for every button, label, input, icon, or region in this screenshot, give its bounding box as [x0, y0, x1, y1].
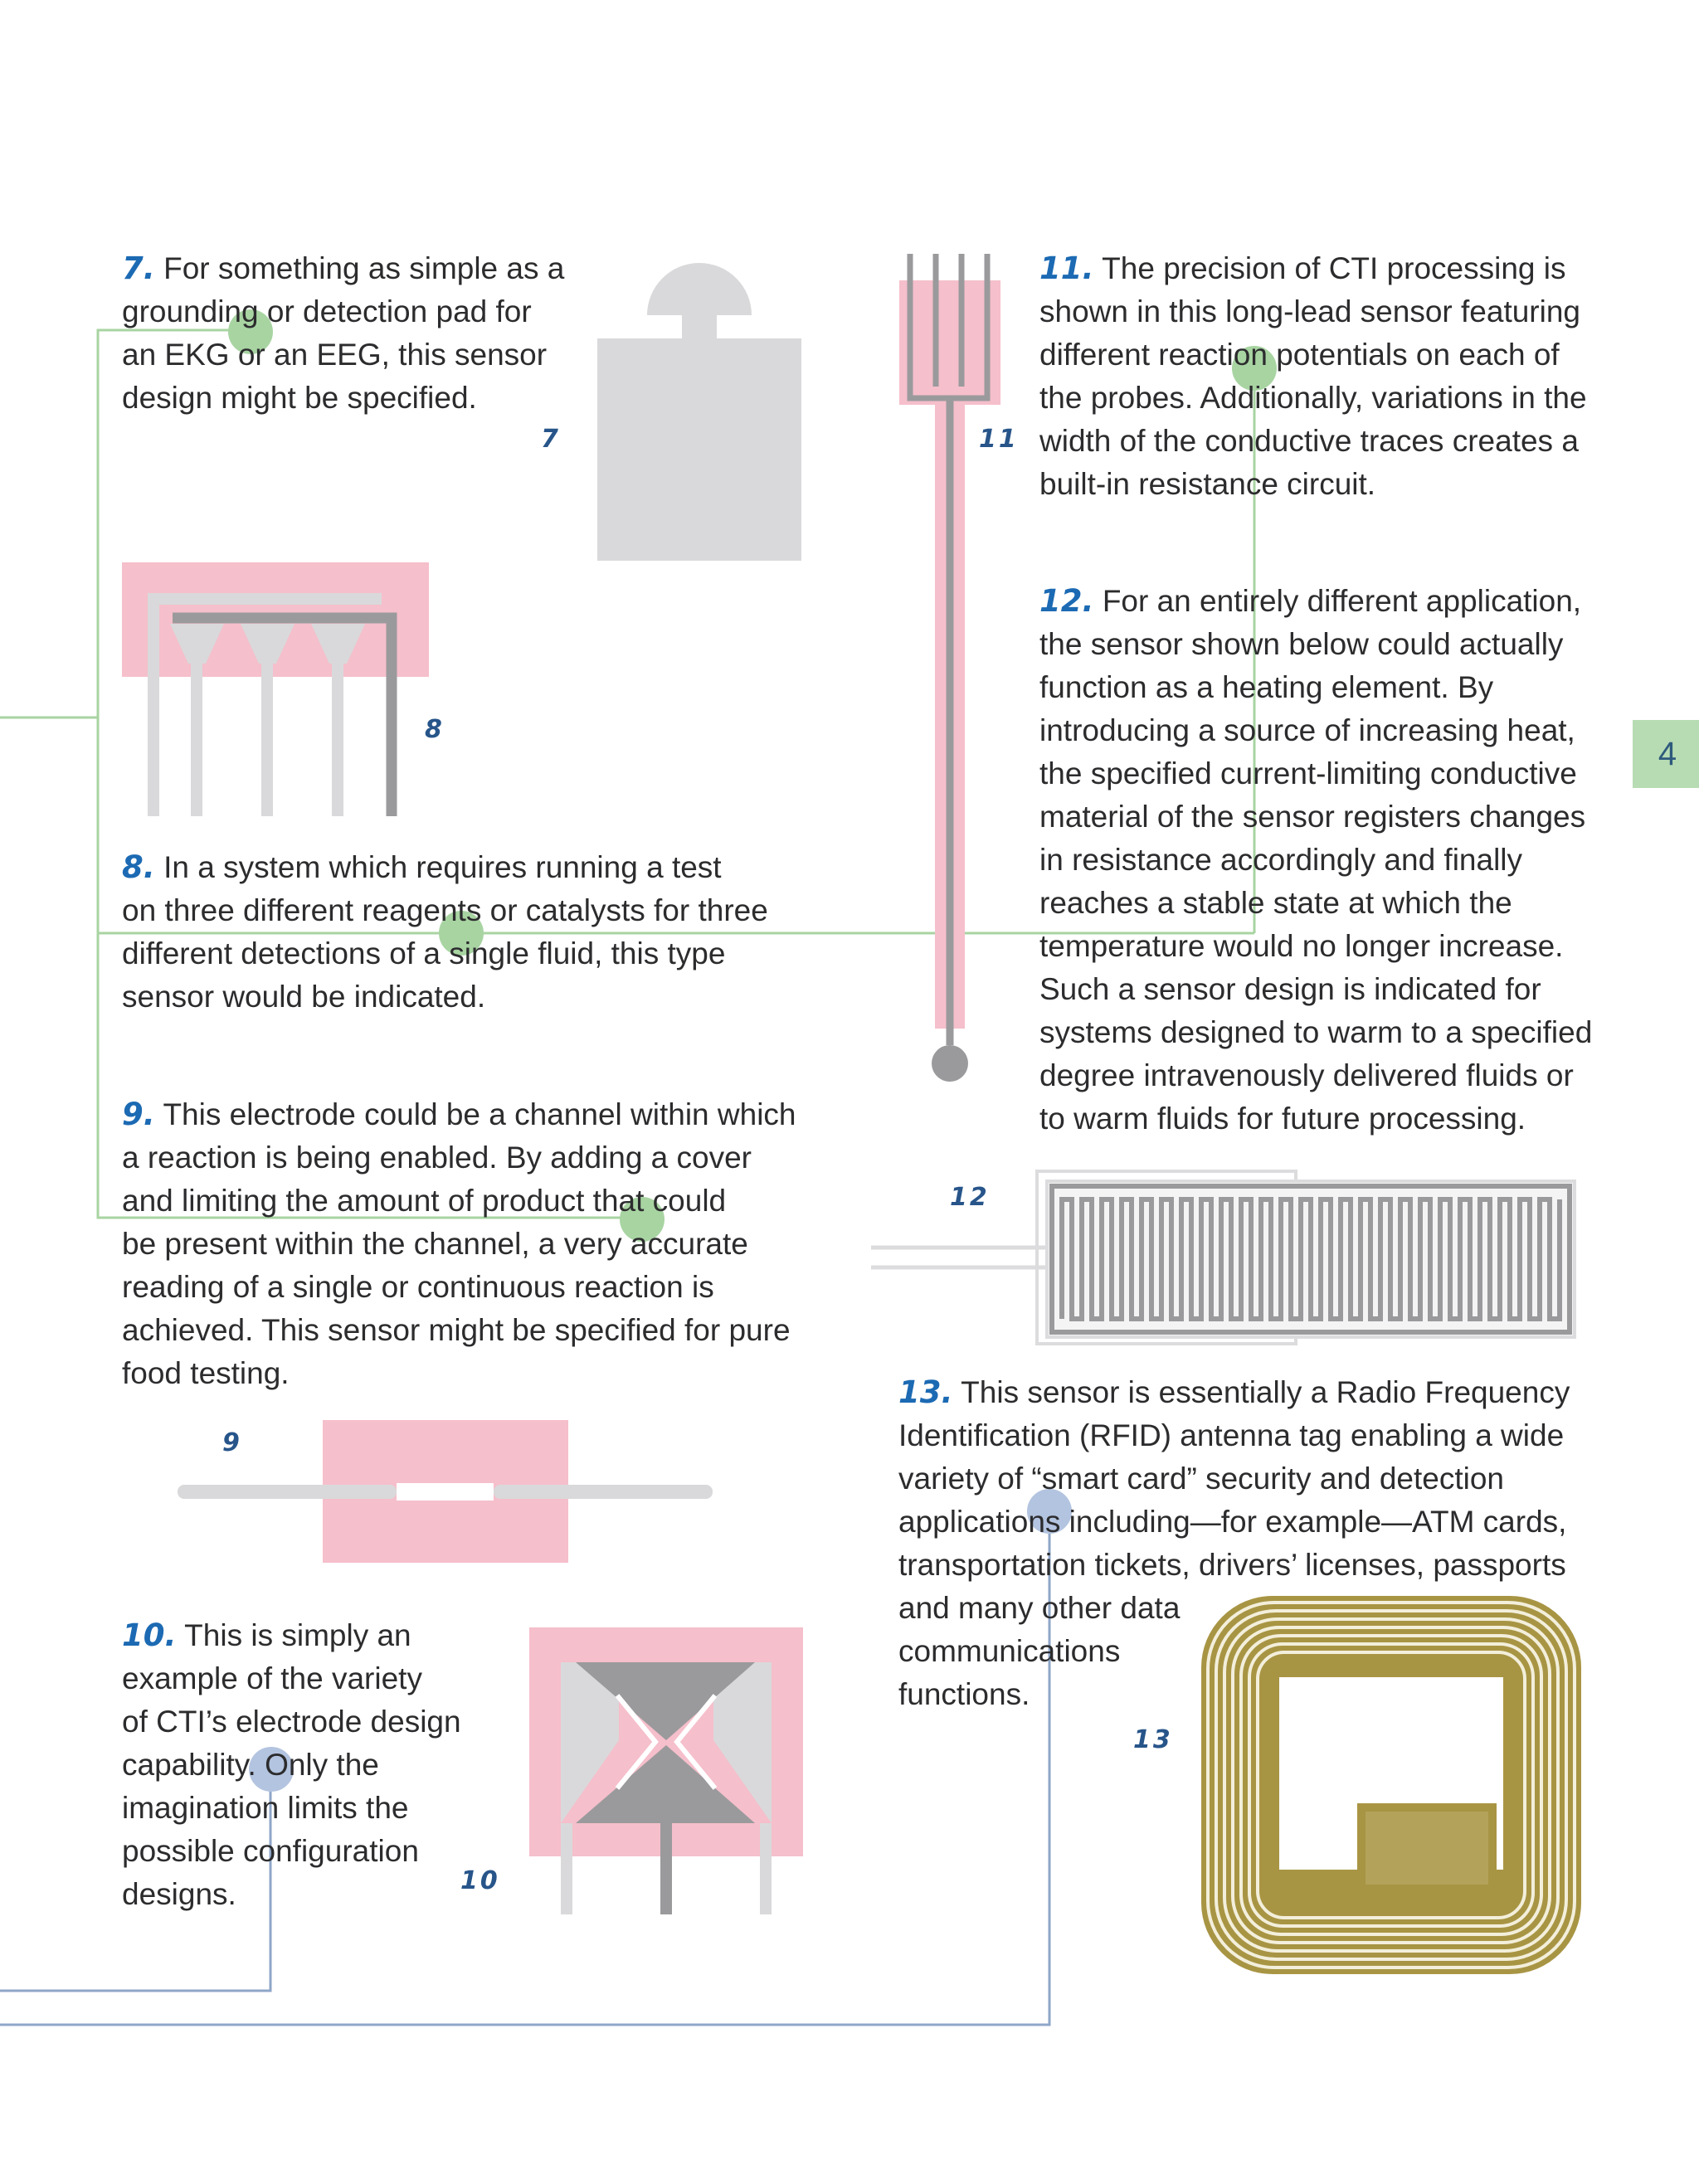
paragraph-line: and many other data	[898, 1591, 1181, 1625]
paragraph-number: 9.	[122, 1097, 155, 1132]
paragraph-line: on three different reagents or catalysts for three	[122, 893, 768, 927]
paragraph-line: shown in this long-lead sensor featuring	[1039, 294, 1580, 328]
paragraph-line: applications including—for example—ATM cards,	[898, 1505, 1567, 1539]
paragraph-line: and limiting the amount of product that could	[122, 1184, 727, 1218]
paragraph-number: 7.	[122, 251, 155, 286]
paragraph-10	[122, 1614, 461, 1916]
paragraph-line: reaches a stable state at which the	[1039, 886, 1512, 920]
paragraph-line: function as a heating element. By	[1039, 670, 1494, 704]
paragraph-9	[122, 1093, 796, 1395]
figure-label-12: 12	[950, 1183, 990, 1212]
paragraph-13	[898, 1371, 1570, 1716]
paragraph-line: possible configuration	[122, 1834, 419, 1868]
paragraph-line: temperature would no longer increase.	[1039, 929, 1564, 963]
paragraph-7	[122, 247, 564, 420]
paragraph-line: introducing a source of increasing heat,	[1039, 713, 1575, 747]
paragraph-line: the sensor shown below could actually	[1039, 627, 1564, 661]
paragraph-line: variety of “smart card” security and detection	[898, 1462, 1505, 1496]
paragraph-line: achieved. This sensor might be specified for pure	[122, 1313, 791, 1347]
paragraph-line: For something as simple as a	[163, 251, 565, 285]
paragraph-line: This is simply an	[184, 1618, 411, 1652]
paragraph-line: different reaction potentials on each of	[1039, 338, 1560, 372]
paragraph-line: be present within the channel, a very accurate	[122, 1227, 748, 1261]
paragraph-number: 13.	[898, 1374, 953, 1410]
sensor-10-hourglass	[529, 1627, 803, 1914]
sensor-11-long-lead	[899, 254, 1000, 1082]
paragraph-line: grounding or detection pad for	[122, 294, 532, 328]
paragraph-line: designs.	[122, 1877, 236, 1911]
figure-label-7: 7	[541, 425, 561, 454]
paragraph-number: 12.	[1039, 583, 1094, 619]
sensor-8-three-reagent	[122, 562, 429, 816]
paragraph-line: capability. Only the	[122, 1748, 379, 1782]
paragraph-line: material of the sensor registers changes	[1039, 800, 1586, 834]
paragraph-line: functions.	[898, 1677, 1030, 1711]
paragraph-line: reading of a single or continuous reaction is	[122, 1270, 714, 1304]
paragraph-12	[1039, 580, 1592, 1141]
sensor-7-pad	[597, 263, 801, 561]
sensor-9-channel	[178, 1420, 713, 1563]
paragraph-line: communications	[898, 1634, 1121, 1668]
paragraph-line: This sensor is essentially a Radio Frequency	[961, 1375, 1570, 1409]
paragraph-line: The precision of CTI processing is	[1102, 251, 1566, 285]
paragraph-line: imagination limits the	[122, 1791, 409, 1825]
figure-label-11: 11	[979, 425, 1019, 454]
paragraph-line: degree intravenously delivered fluids or	[1039, 1058, 1574, 1092]
paragraph-number: 8.	[122, 849, 155, 885]
paragraph-8	[122, 846, 768, 1019]
paragraph-line: Identification (RFID) antenna tag enabling a wide	[898, 1418, 1565, 1452]
paragraph-number: 11.	[1039, 251, 1094, 286]
paragraph-line: a reaction is being enabled. By adding a cover	[122, 1141, 752, 1175]
paragraph-line: systems designed to warm to a specified	[1039, 1015, 1593, 1049]
paragraph-line: the probes. Additionally, variations in the	[1039, 381, 1587, 415]
paragraph-line: In a system which requires running a test	[163, 850, 722, 884]
figure-label-10: 10	[460, 1866, 500, 1895]
paragraph-line: sensor would be indicated.	[122, 980, 486, 1014]
paragraph-line: of CTI’s electrode design	[122, 1705, 461, 1739]
paragraph-line: built-in resistance circuit.	[1039, 467, 1376, 501]
page-number: 4	[1658, 735, 1677, 772]
paragraph-line: design might be specified.	[122, 381, 477, 415]
paragraph-line: example of the variety	[122, 1661, 422, 1695]
paragraph-line: For an entirely different application,	[1102, 584, 1582, 618]
paragraph-line: width of the conductive traces creates a	[1039, 424, 1579, 458]
paragraph-line: different detections of a single fluid, this type	[122, 936, 726, 970]
paragraph-line: Such a sensor design is indicated for	[1039, 972, 1541, 1006]
figure-label-8: 8	[425, 715, 445, 744]
figure-label-9: 9	[222, 1428, 242, 1457]
paragraph-number: 10.	[122, 1617, 177, 1653]
paragraph-line: This electrode could be a channel within which	[163, 1097, 796, 1131]
paragraph-line: to warm fluids for future processing.	[1039, 1102, 1526, 1136]
paragraph-line: transportation tickets, drivers’ licenses, passports	[898, 1548, 1566, 1582]
paragraph-11	[1039, 247, 1587, 506]
paragraph-line: an EKG or an EEG, this sensor	[122, 338, 548, 372]
page-number-tab	[1633, 720, 1699, 788]
paragraph-line: in resistance accordingly and finally	[1039, 843, 1523, 877]
paragraph-line: the specified current-limiting conductive	[1039, 756, 1577, 790]
paragraph-line: food testing.	[122, 1356, 290, 1390]
figure-label-13: 13	[1133, 1725, 1173, 1754]
